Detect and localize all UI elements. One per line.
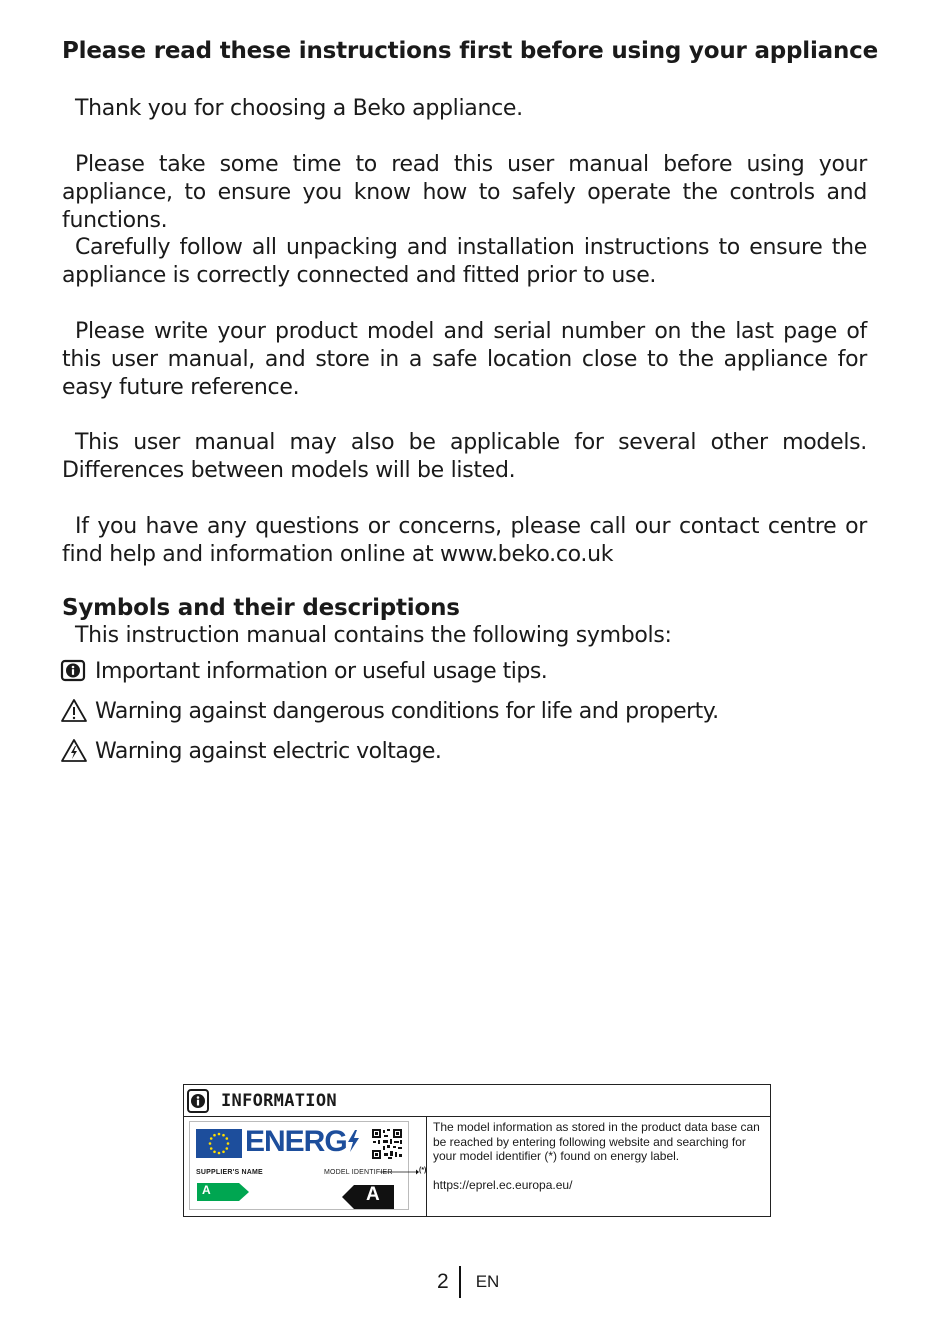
paragraph-other-models: This user manual may also be applicable for several other models. Differences between models will be listed.: [62, 430, 867, 483]
symbol-item-warning-text: Warning against dangerous conditions for life and property.: [95, 698, 719, 724]
symbol-item-electric-text: Warning against electric voltage.: [95, 738, 442, 764]
info-icon: [187, 1089, 209, 1113]
footer-divider: [459, 1266, 461, 1298]
energy-label-panel: [184, 1117, 427, 1216]
energy-brand-word: ENERG: [245, 1125, 360, 1159]
paragraph-thanks: Thank you for choosing a Beko appliance.: [75, 96, 523, 121]
paragraph-serial-number: Please write your product model and serial number on the last page of this user manual, and store in a safe location close to the appliance for easy future reference.: [62, 319, 867, 400]
supplier-name: SUPPLIER'S NAME: [196, 1169, 263, 1176]
paragraph-unpacking: Carefully follow all unpacking and installation instructions to ensure the appliance is correctly connected and fitted prior to use.: [62, 235, 867, 288]
lightning-icon: [347, 1130, 360, 1152]
information-title: INFORMATION: [221, 1090, 337, 1111]
symbol-item-warning: [60, 696, 719, 726]
symbols-section-title: Symbols and their descriptions: [62, 595, 460, 621]
qr-code-icon: [371, 1128, 403, 1160]
information-box: [183, 1084, 771, 1217]
symbols-intro: This instruction manual contains the following symbols:: [75, 623, 672, 648]
model-identifier: MODEL IDENTIFIER: [324, 1169, 393, 1176]
eu-flag-icon: [196, 1129, 242, 1158]
energy-scale-class: A: [202, 1183, 211, 1197]
information-text: The model information as stored in the product data base can be reached by entering following website and searching for your model identifier (*) found on energy label.: [433, 1120, 760, 1163]
warning-triangle-icon: [60, 698, 88, 724]
symbol-item-info: [60, 656, 547, 686]
symbol-item-info-text: Important information or useful usage tips.: [95, 658, 548, 684]
paragraph-contact: If you have any questions or concerns, please call our contact centre or find help and information online at www.beko.co.uk: [62, 514, 867, 567]
electric-warning-icon: [60, 738, 88, 764]
symbol-item-electric: [60, 736, 441, 766]
energy-label: [189, 1121, 427, 1210]
info-icon: [60, 658, 88, 684]
language-code: EN: [475, 1272, 500, 1291]
page-footer: [437, 1266, 499, 1298]
eprel-url: https://eprel.ec.europa.eu/: [433, 1177, 573, 1192]
information-header: [184, 1085, 770, 1117]
paragraph-read-manual: Please take some time to read this user manual before using your appliance, to ensure you know how to safely operate the controls and functions.: [62, 152, 867, 233]
energy-class-value: A: [366, 1184, 380, 1205]
page-title: Please read these instructions first before using your appliance: [62, 38, 878, 64]
information-text-panel: [427, 1117, 770, 1216]
page-number: 2: [437, 1270, 449, 1293]
note-marker: (*): [419, 1167, 427, 1174]
